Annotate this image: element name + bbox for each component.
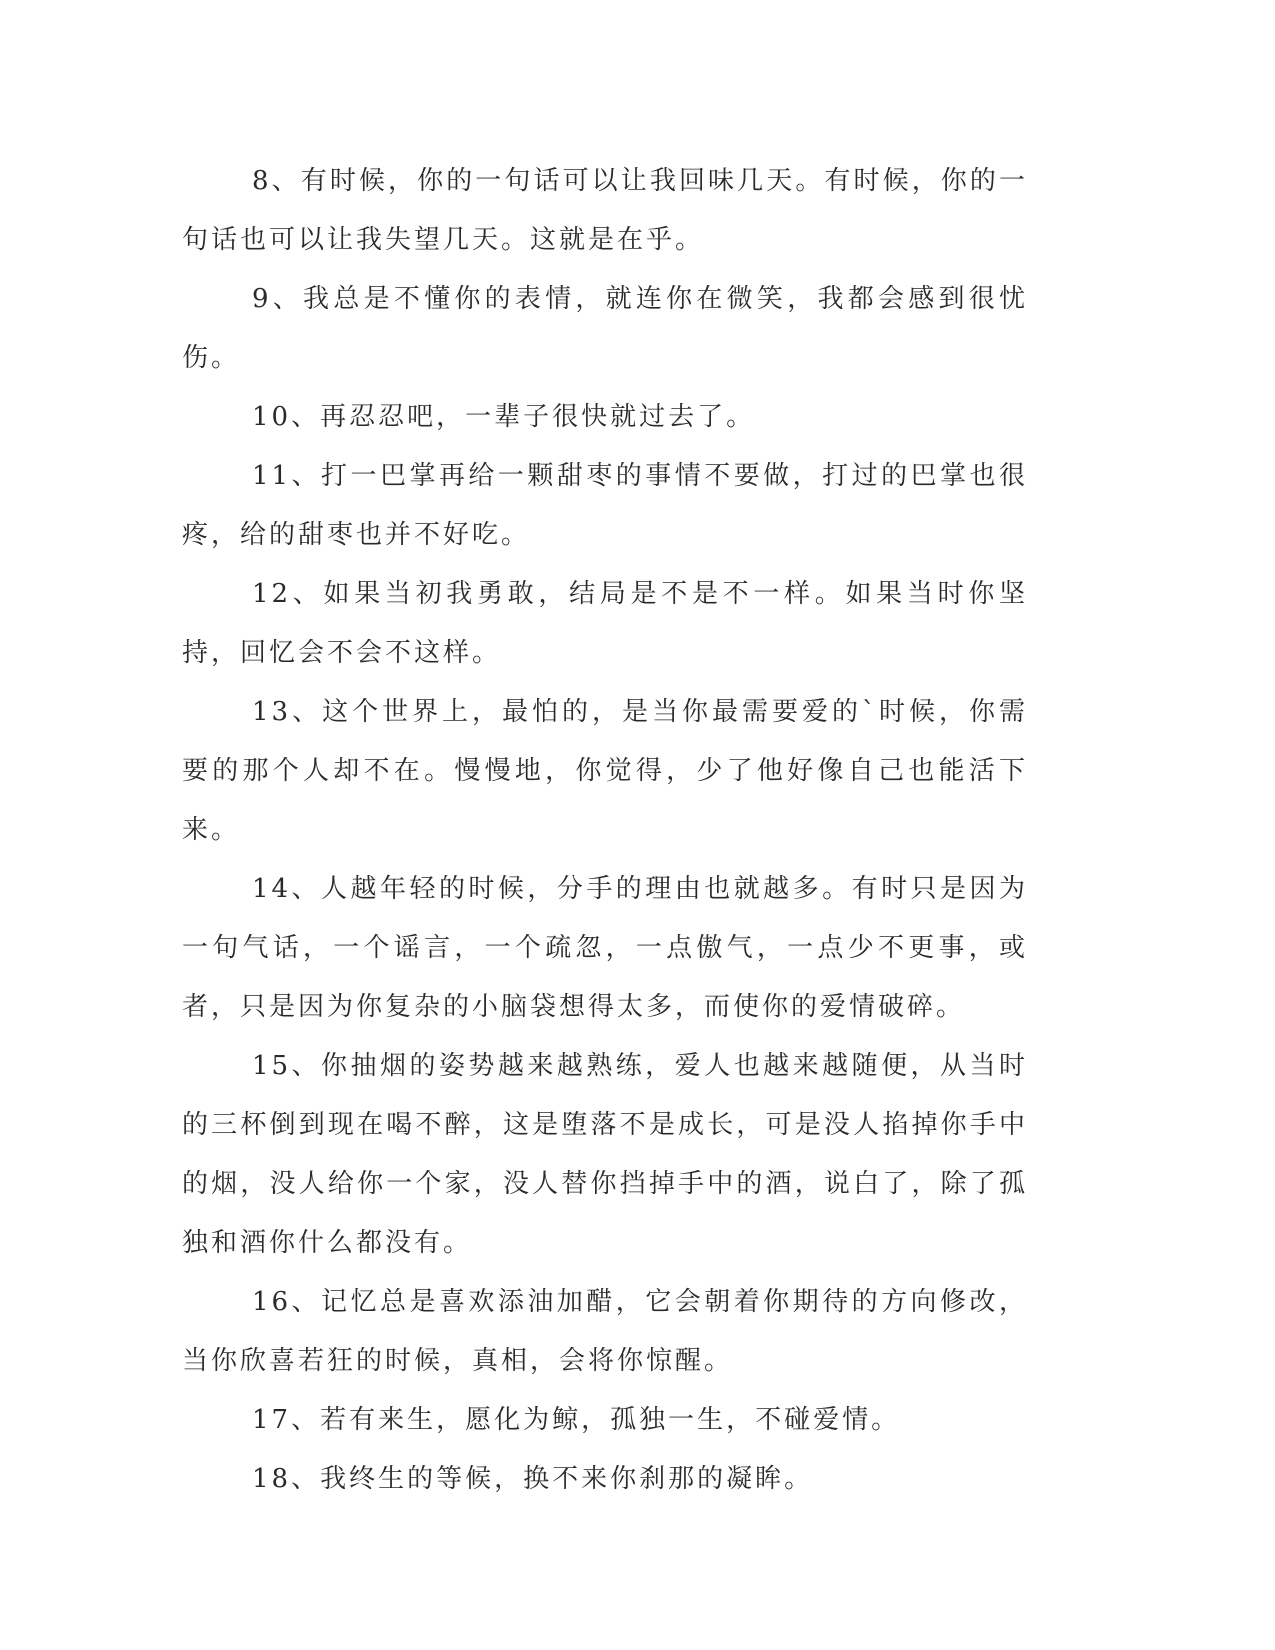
paragraph-13: 13、这个世界上，最怕的，是当你最需要爱的`时候，你需要的那个人却不在。慢慢地，你觉得，少了他好像自己也能活下来。 xyxy=(182,697,1028,845)
paragraph-15: 15、你抽烟的姿势越来越熟练，爱人也越来越随便，从当时的三杯倒到现在喝不醉，这是堕落不是成长，可是没人掐掉你手中的烟，没人给你一个家，没人替你挡掉手中的酒，说白了，除了孤独和酒你什么都没有。 xyxy=(182,1051,1028,1258)
document-body xyxy=(182,152,1028,1509)
paragraph-14: 14、人越年轻的时候，分手的理由也就越多。有时只是因为一句气话，一个谣言，一个疏忽，一点傲气，一点少不更事，或者，只是因为你复杂的小脑袋想得太多，而使你的爱情破碎。 xyxy=(182,874,1028,1022)
paragraph-17: 17、若有来生，愿化为鲸，孤独一生，不碰爱情。 xyxy=(252,1405,901,1435)
paragraph-16: 16、记忆总是喜欢添油加醋，它会朝着你期待的方向修改，当你欣喜若狂的时候，真相，会将你惊醒。 xyxy=(182,1287,1028,1376)
paragraph-10: 10、再忍忍吧，一辈子很快就过去了。 xyxy=(252,402,756,432)
paragraph-11: 11、打一巴掌再给一颗甜枣的事情不要做，打过的巴掌也很疼，给的甜枣也并不好吃。 xyxy=(182,461,1028,550)
paragraph-8: 8、有时候，你的一句话可以让我回味几天。有时候，你的一句话也可以让我失望几天。这就是在乎。 xyxy=(182,166,1028,255)
paragraph-9: 9、我总是不懂你的表情，就连你在微笑，我都会感到很忧伤。 xyxy=(182,284,1028,373)
paragraph-12: 12、如果当初我勇敢，结局是不是不一样。如果当时你坚持，回忆会不会不这样。 xyxy=(182,579,1028,668)
paragraph-18: 18、我终生的等候，换不来你刹那的凝眸。 xyxy=(252,1464,814,1494)
